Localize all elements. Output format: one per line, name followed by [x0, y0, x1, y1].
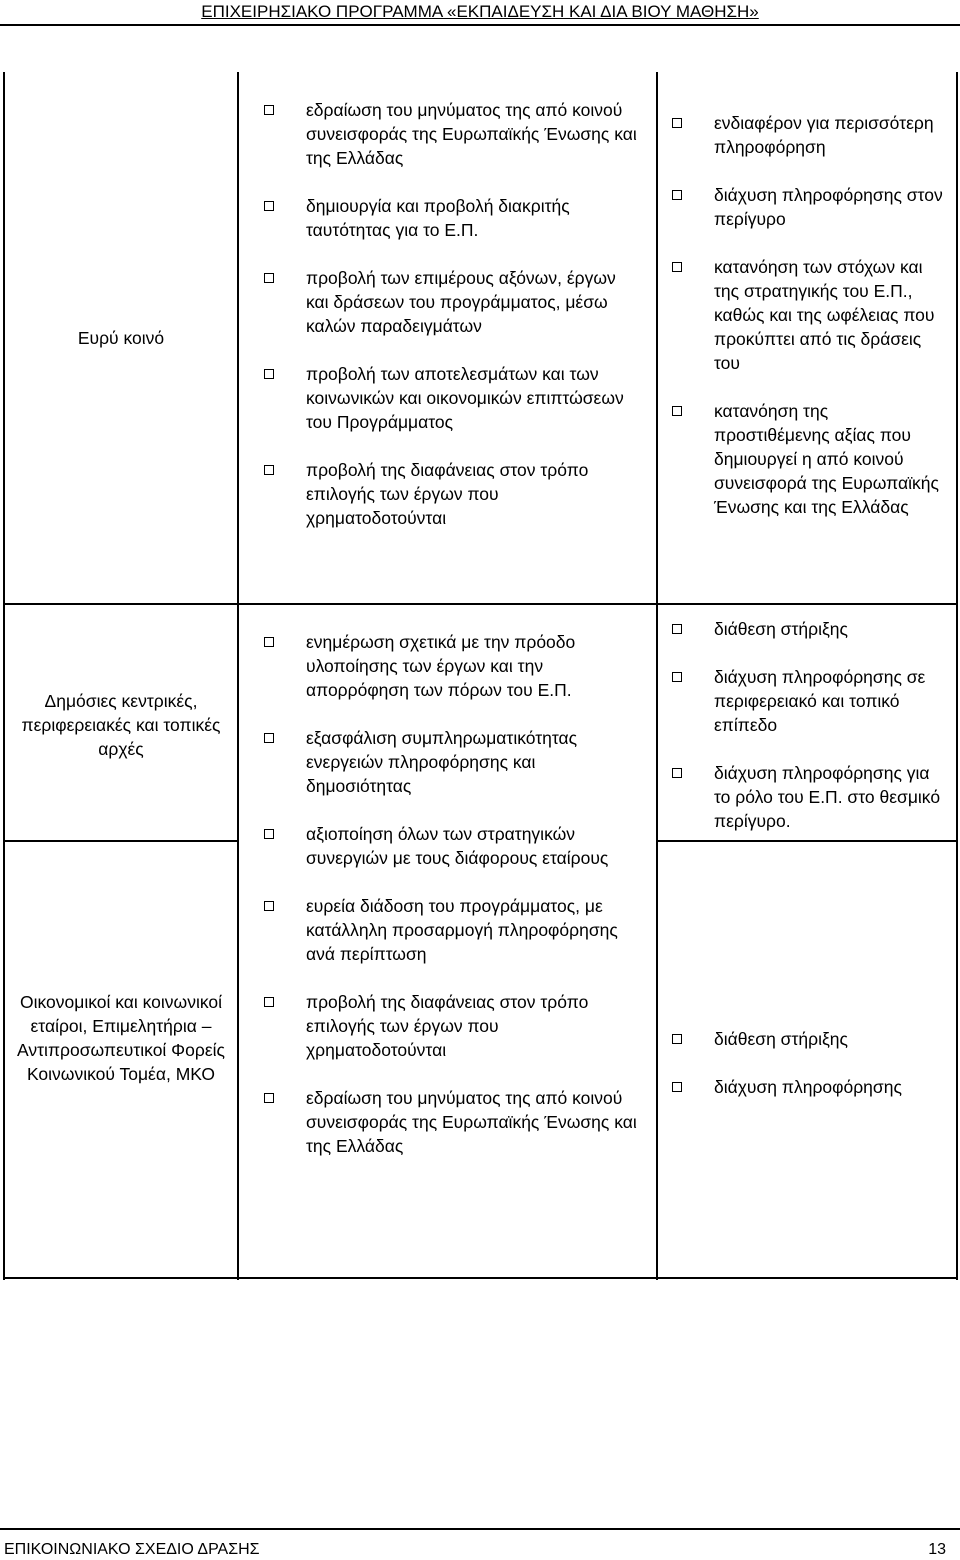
checkbox-icon [264, 829, 274, 839]
header-title: ΕΠΙΧΕΙΡΗΣΙΑΚΟ ΠΡΟΓΡΑΜΜΑ «ΕΚΠΑΙΔΕΥΣΗ ΚΑΙ ΔΙΑ ΒΙΟΥ ΜΑΘΗΣΗ» [201, 2, 759, 21]
list-item: προβολή της διαφάνειας στον τρόπο επιλογής των έργων που χρηματοδοτούνται [258, 458, 638, 530]
list-item: προβολή των αποτελεσμάτων και των κοινωνικών και οικονομικών επιπτώσεων του Προγράμματος [258, 362, 638, 434]
list-item: ευρεία διάδοση του προγράμματος, με κατάλληλη προσαρμογή πληροφόρησης ανά περίπτωση [258, 894, 638, 966]
checkbox-icon [264, 637, 274, 647]
list-item: εδραίωση του μηνύματος της από κοινού συνεισφοράς της Ευρωπαϊκής Ένωσης και της Ελλάδας [258, 98, 638, 170]
checkbox-icon [264, 369, 274, 379]
table-border-bottom [3, 1277, 958, 1279]
checkbox-icon [264, 1093, 274, 1103]
audience-social-partners: Οικονομικοί και κοινωνικοί εταίροι, Επιμελητήρια – Αντιπροσωπευτικοί Φορείς Κοινωνικού Τομέα, ΜΚΟ [17, 992, 225, 1084]
checkbox-icon [672, 118, 682, 128]
checkbox-icon [672, 190, 682, 200]
list-item: αξιοποίηση όλων των στρατηγικών συνεργιών με τους διάφορους εταίρους [258, 822, 638, 870]
goals-list-general-public [666, 111, 948, 519]
actions-list-public-authorities [258, 630, 638, 1158]
footer-rule [0, 1528, 960, 1530]
list-item: εδραίωση του μηνύματος της από κοινού συνεισφοράς της Ευρωπαϊκής Ένωσης και της Ελλάδας [258, 1086, 638, 1158]
document-header [0, 0, 960, 23]
list-item: διάθεση στήριξης [666, 617, 948, 641]
list-item: ενδιαφέρον για περισσότερη πληροφόρηση [666, 111, 948, 159]
list-item: ενημέρωση σχετικά με την πρόοδο υλοποίησης των έργων και την απορρόφηση των πόρων του Ε.Π. [258, 630, 638, 702]
checkbox-icon [264, 465, 274, 475]
checkbox-icon [672, 624, 682, 634]
header-rule [0, 24, 960, 26]
list-item: διάχυση πληροφόρησης [666, 1075, 948, 1099]
row-divider-2-right [656, 840, 958, 842]
table-border-left [3, 72, 5, 1280]
checkbox-icon [264, 997, 274, 1007]
goals-list-social-partners [666, 1027, 948, 1099]
row-divider-1 [3, 603, 958, 605]
footer-title: ΕΠΙΚΟΙΝΩΝΙΑΚΟ ΣΧΕΔΙΟ ΔΡΑΣΗΣ [4, 1541, 260, 1558]
list-item: διάχυση πληροφόρησης για το ρόλο του Ε.Π. στο θεσμικό περίγυρο. [666, 761, 948, 833]
list-item: διάχυση πληροφόρησης σε περιφερειακό και τοπικό επίπεδο [666, 665, 948, 737]
checkbox-icon [264, 273, 274, 283]
checkbox-icon [264, 201, 274, 211]
actions-list-general-public [258, 98, 638, 530]
list-item: διάθεση στήριξης [666, 1027, 948, 1051]
list-item: διάχυση πληροφόρησης στον περίγυρο [666, 183, 948, 231]
list-item: κατανόηση της προστιθέμενης αξίας που δημιουργεί η από κοινού συνεισφορά της Ευρωπαϊκής Ένωσης και της Ελλάδας [666, 399, 948, 519]
checkbox-icon [672, 1082, 682, 1092]
checkbox-icon [264, 105, 274, 115]
checkbox-icon [672, 1034, 682, 1044]
list-item: εξασφάλιση συμπληρωματικότητας ενεργειών πληροφόρησης και δημοσιότητας [258, 726, 638, 798]
goals-list-public-authorities [666, 617, 948, 833]
list-item: προβολή της διαφάνειας στον τρόπο επιλογής των έργων που χρηματοδοτούνται [258, 990, 638, 1062]
table-border-right [956, 72, 958, 1280]
checkbox-icon [672, 262, 682, 272]
list-item: προβολή των επιμέρους αξόνων, έργων και δράσεων του προγράμματος, μέσω καλών παραδειγμάτων [258, 266, 638, 338]
checkbox-icon [672, 406, 682, 416]
audience-general-public: Ευρύ κοινό [77, 328, 165, 348]
checkbox-icon [672, 672, 682, 682]
audience-public-authorities: Δημόσιες κεντρικές, περιφερειακές και τοπικές αρχές [21, 691, 221, 759]
table-divider-2 [656, 72, 658, 1280]
page-number: 13 [928, 1541, 946, 1558]
row-divider-2-left [3, 840, 238, 842]
list-item: δημιουργία και προβολή διακριτής ταυτότητας για το Ε.Π. [258, 194, 638, 242]
checkbox-icon [264, 733, 274, 743]
checkbox-icon [672, 768, 682, 778]
checkbox-icon [264, 901, 274, 911]
list-item: κατανόηση των στόχων και της στρατηγικής του Ε.Π., καθώς και της ωφέλειας που προκύπτει από τις δράσεις του [666, 255, 948, 375]
table-divider-1 [237, 72, 239, 1280]
